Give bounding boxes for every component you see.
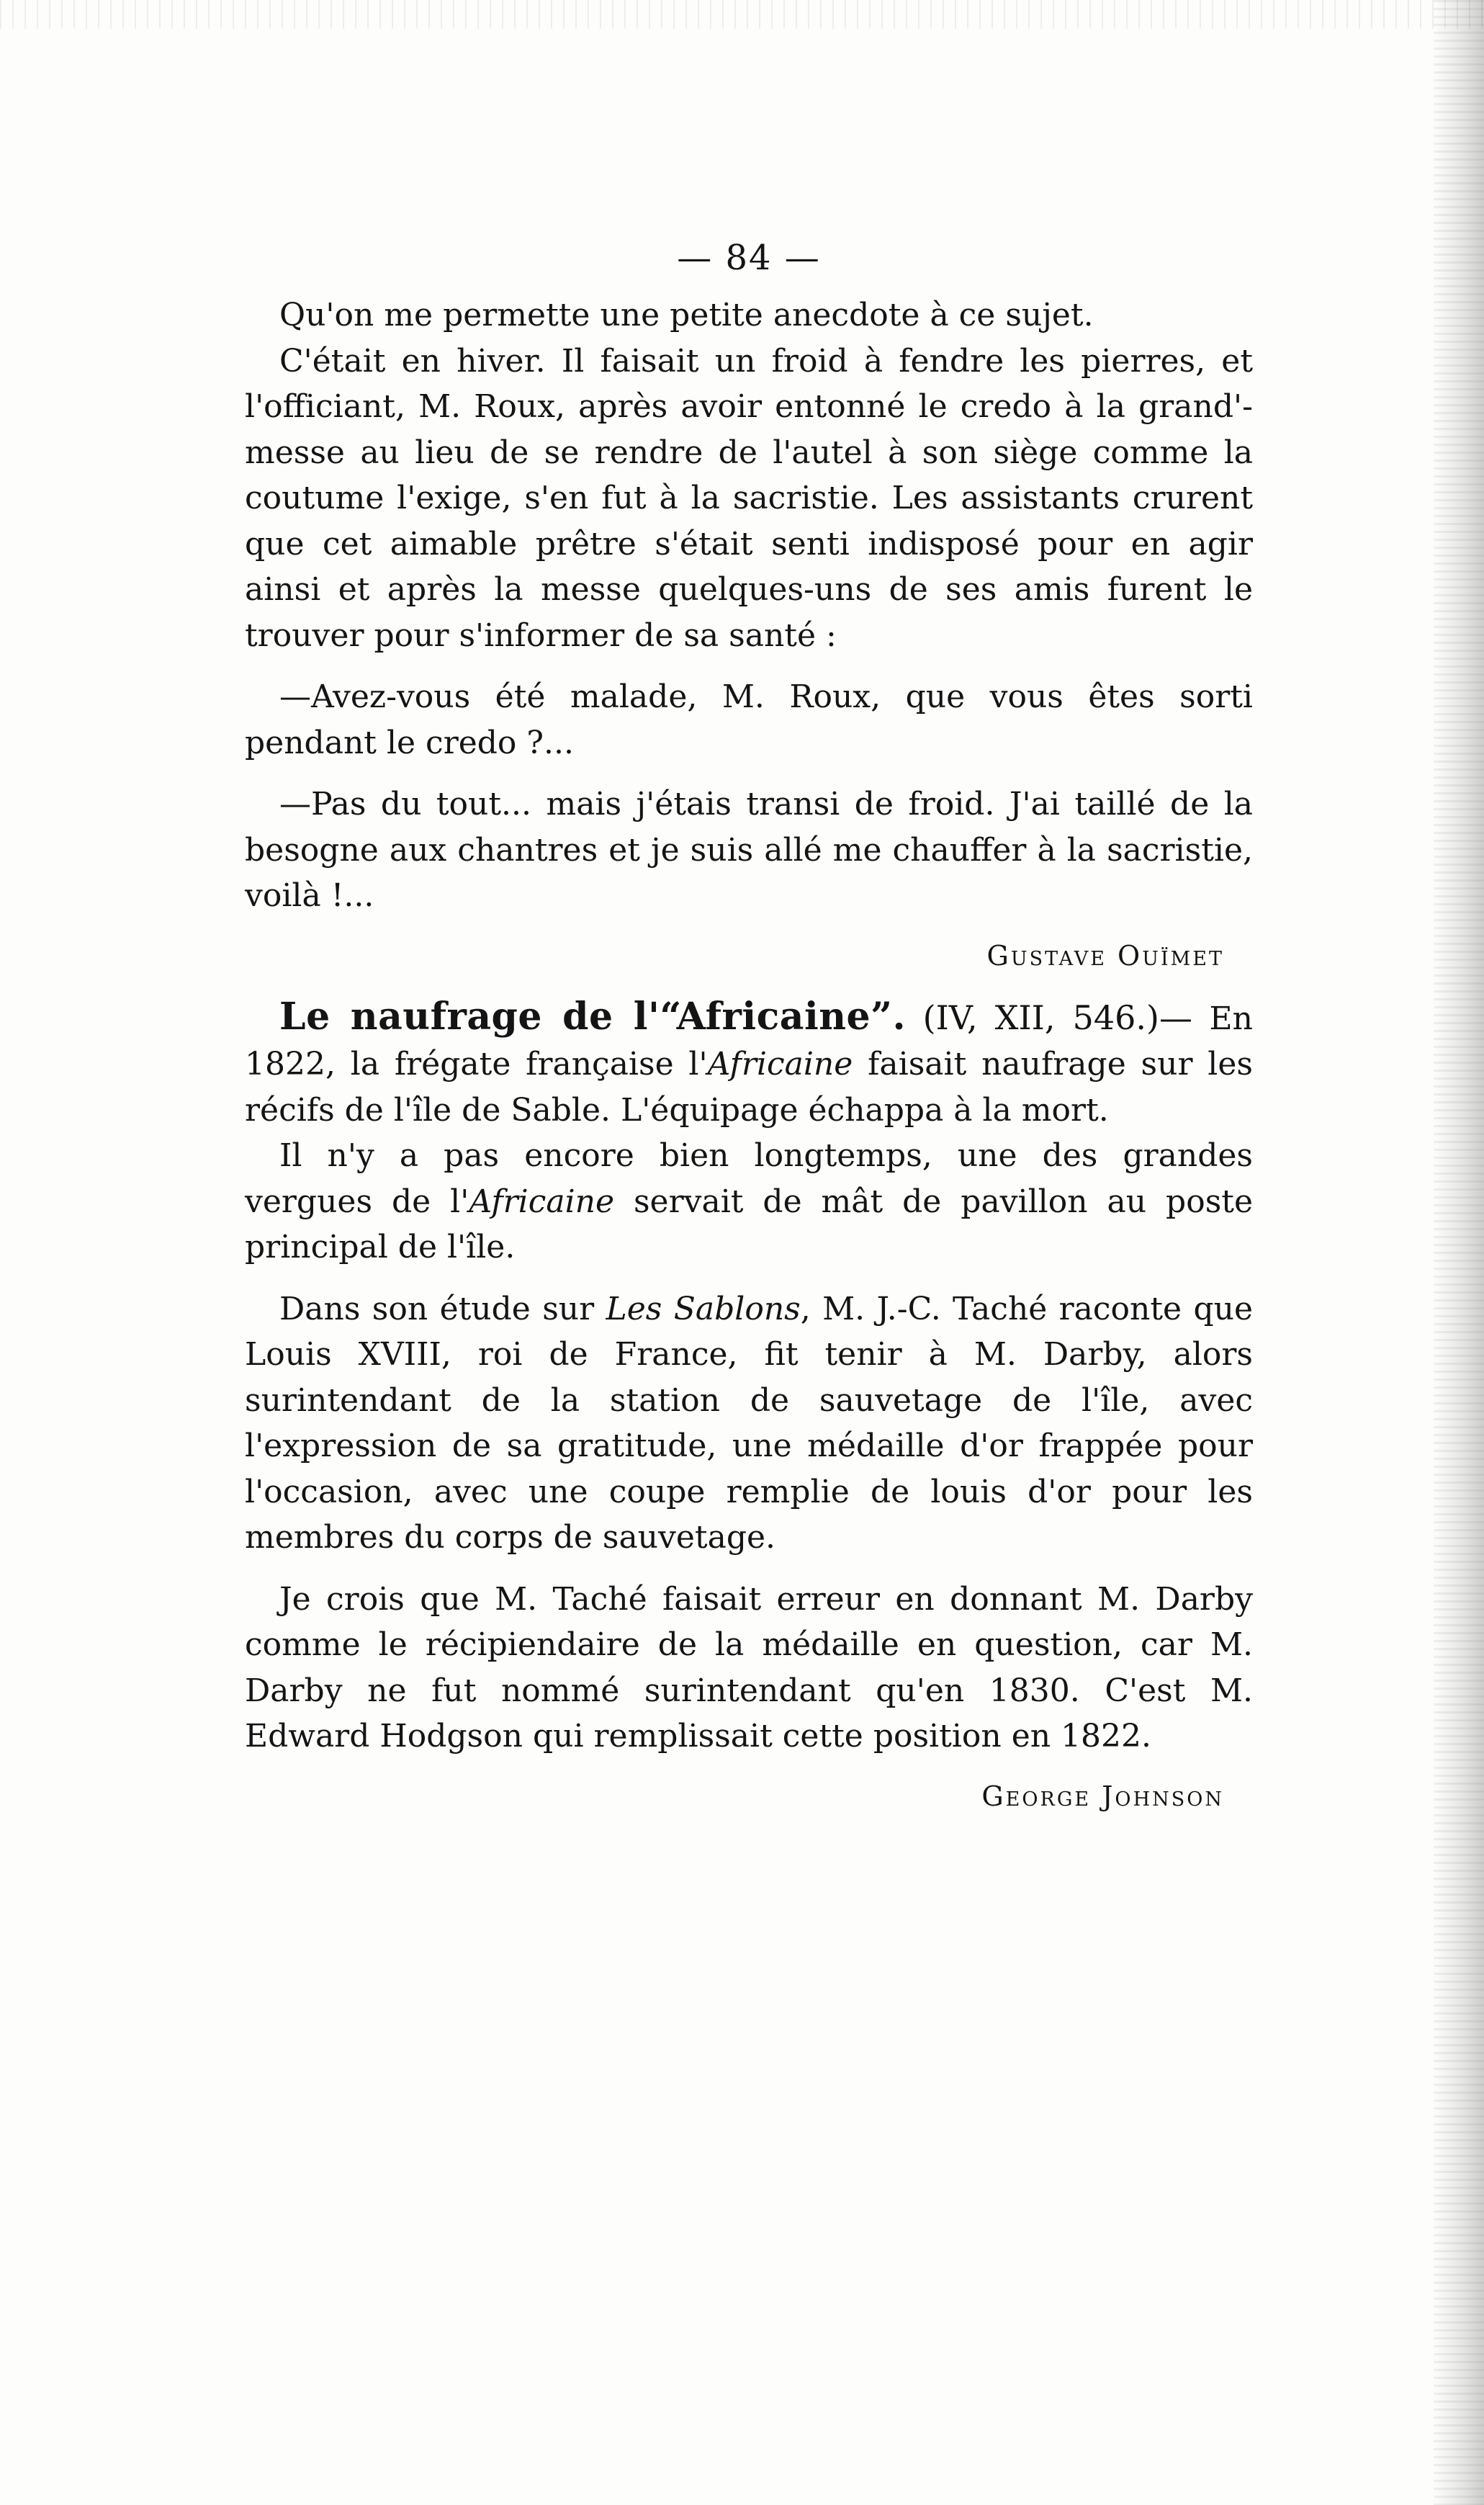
page-number: — 84 — [677,238,821,278]
text-fragment: Il n'y a pas encore bien longtemps, une des grandes vergues de l' [245,1137,1253,1220]
paragraph-anecdote-intro: Qu'on me permette une petite anecdote à ce sujet. [279,297,1094,333]
signature-gustave-ouimet: Gustave Ouïmet [986,939,1224,972]
text-fragment: En 1822, la frégate française l' [245,1000,1253,1083]
signature-george-johnson: George Johnson [981,1780,1224,1812]
paragraph-dialogue-answer: —Pas du tout... mais j'étais transi de froid. J'ai taillé de la besogne aux chantres et je suis allé me chauffer à la sacristie, voilà !... [245,786,1253,914]
article-reference: (IV, XII, 546.)— [922,998,1192,1037]
text-block [245,238,1253,1834]
paragraph-dialogue-question: —Avez-vous été malade, M. Roux, que vous êtes sorti pendant le credo ?... [245,678,1253,761]
italic-book-title: Les Sablons [606,1290,801,1327]
paragraph-africaine-1 [245,994,1253,1134]
text-fragment: faisait naufrage sur les récifs de l'île de Sable. L'équipage échappa à la mort. [245,1046,1253,1129]
paragraph-africaine-4: Je crois que M. Taché faisait erreur en donnant M. Darby comme le récipiendaire de la médaille en question, car M. Darby ne fut nommé surintendant qu'en 1830. C'est M. Edward Hodgson qui remplissait cette position en 1822. [245,1580,1253,1755]
paragraph-anecdote-story: C'était en hiver. Il faisait un froid à fendre les pierres, et l'officiant, M. Roux, après avoir entonné le credo à la grand'-messe au lieu de se rendre de l'autel à son siège comme la coutume l'exige, s'en fut à la sacristie. Les assistants crurent que cet aimable prêtre s'était senti indisposé pour en agir ainsi et après la messe quelques-uns de ses amis furent le trouver pour s'informer de sa santé : [245,342,1253,654]
italic-ship-name: Africaine [469,1183,615,1220]
text-fragment: , M. J.-C. Taché raconte que Louis XVIII, roi de France, fit tenir à M. Darby, alors surintendant de la station de sauvetage de l'île, avec l'expression de sa gratitude, une médaille d'or frappée pour l'occasion, avec une coupe remplie de louis d'or pour les membres du corps de sauvetage. [245,1290,1253,1556]
text-fragment: Dans son étude sur [279,1290,606,1327]
paragraph-africaine-2 [245,1133,1253,1271]
article-heading: Le naufrage de l'“Africaine”. [279,994,907,1039]
scan-edge-right [1434,0,1484,2505]
scan-edge-top [0,0,1484,29]
italic-ship-name: Africaine [707,1046,853,1083]
paragraph-africaine-3 [245,1286,1253,1561]
text-fragment: servait de mât de pavillon au poste principal de l'île. [245,1183,1253,1265]
